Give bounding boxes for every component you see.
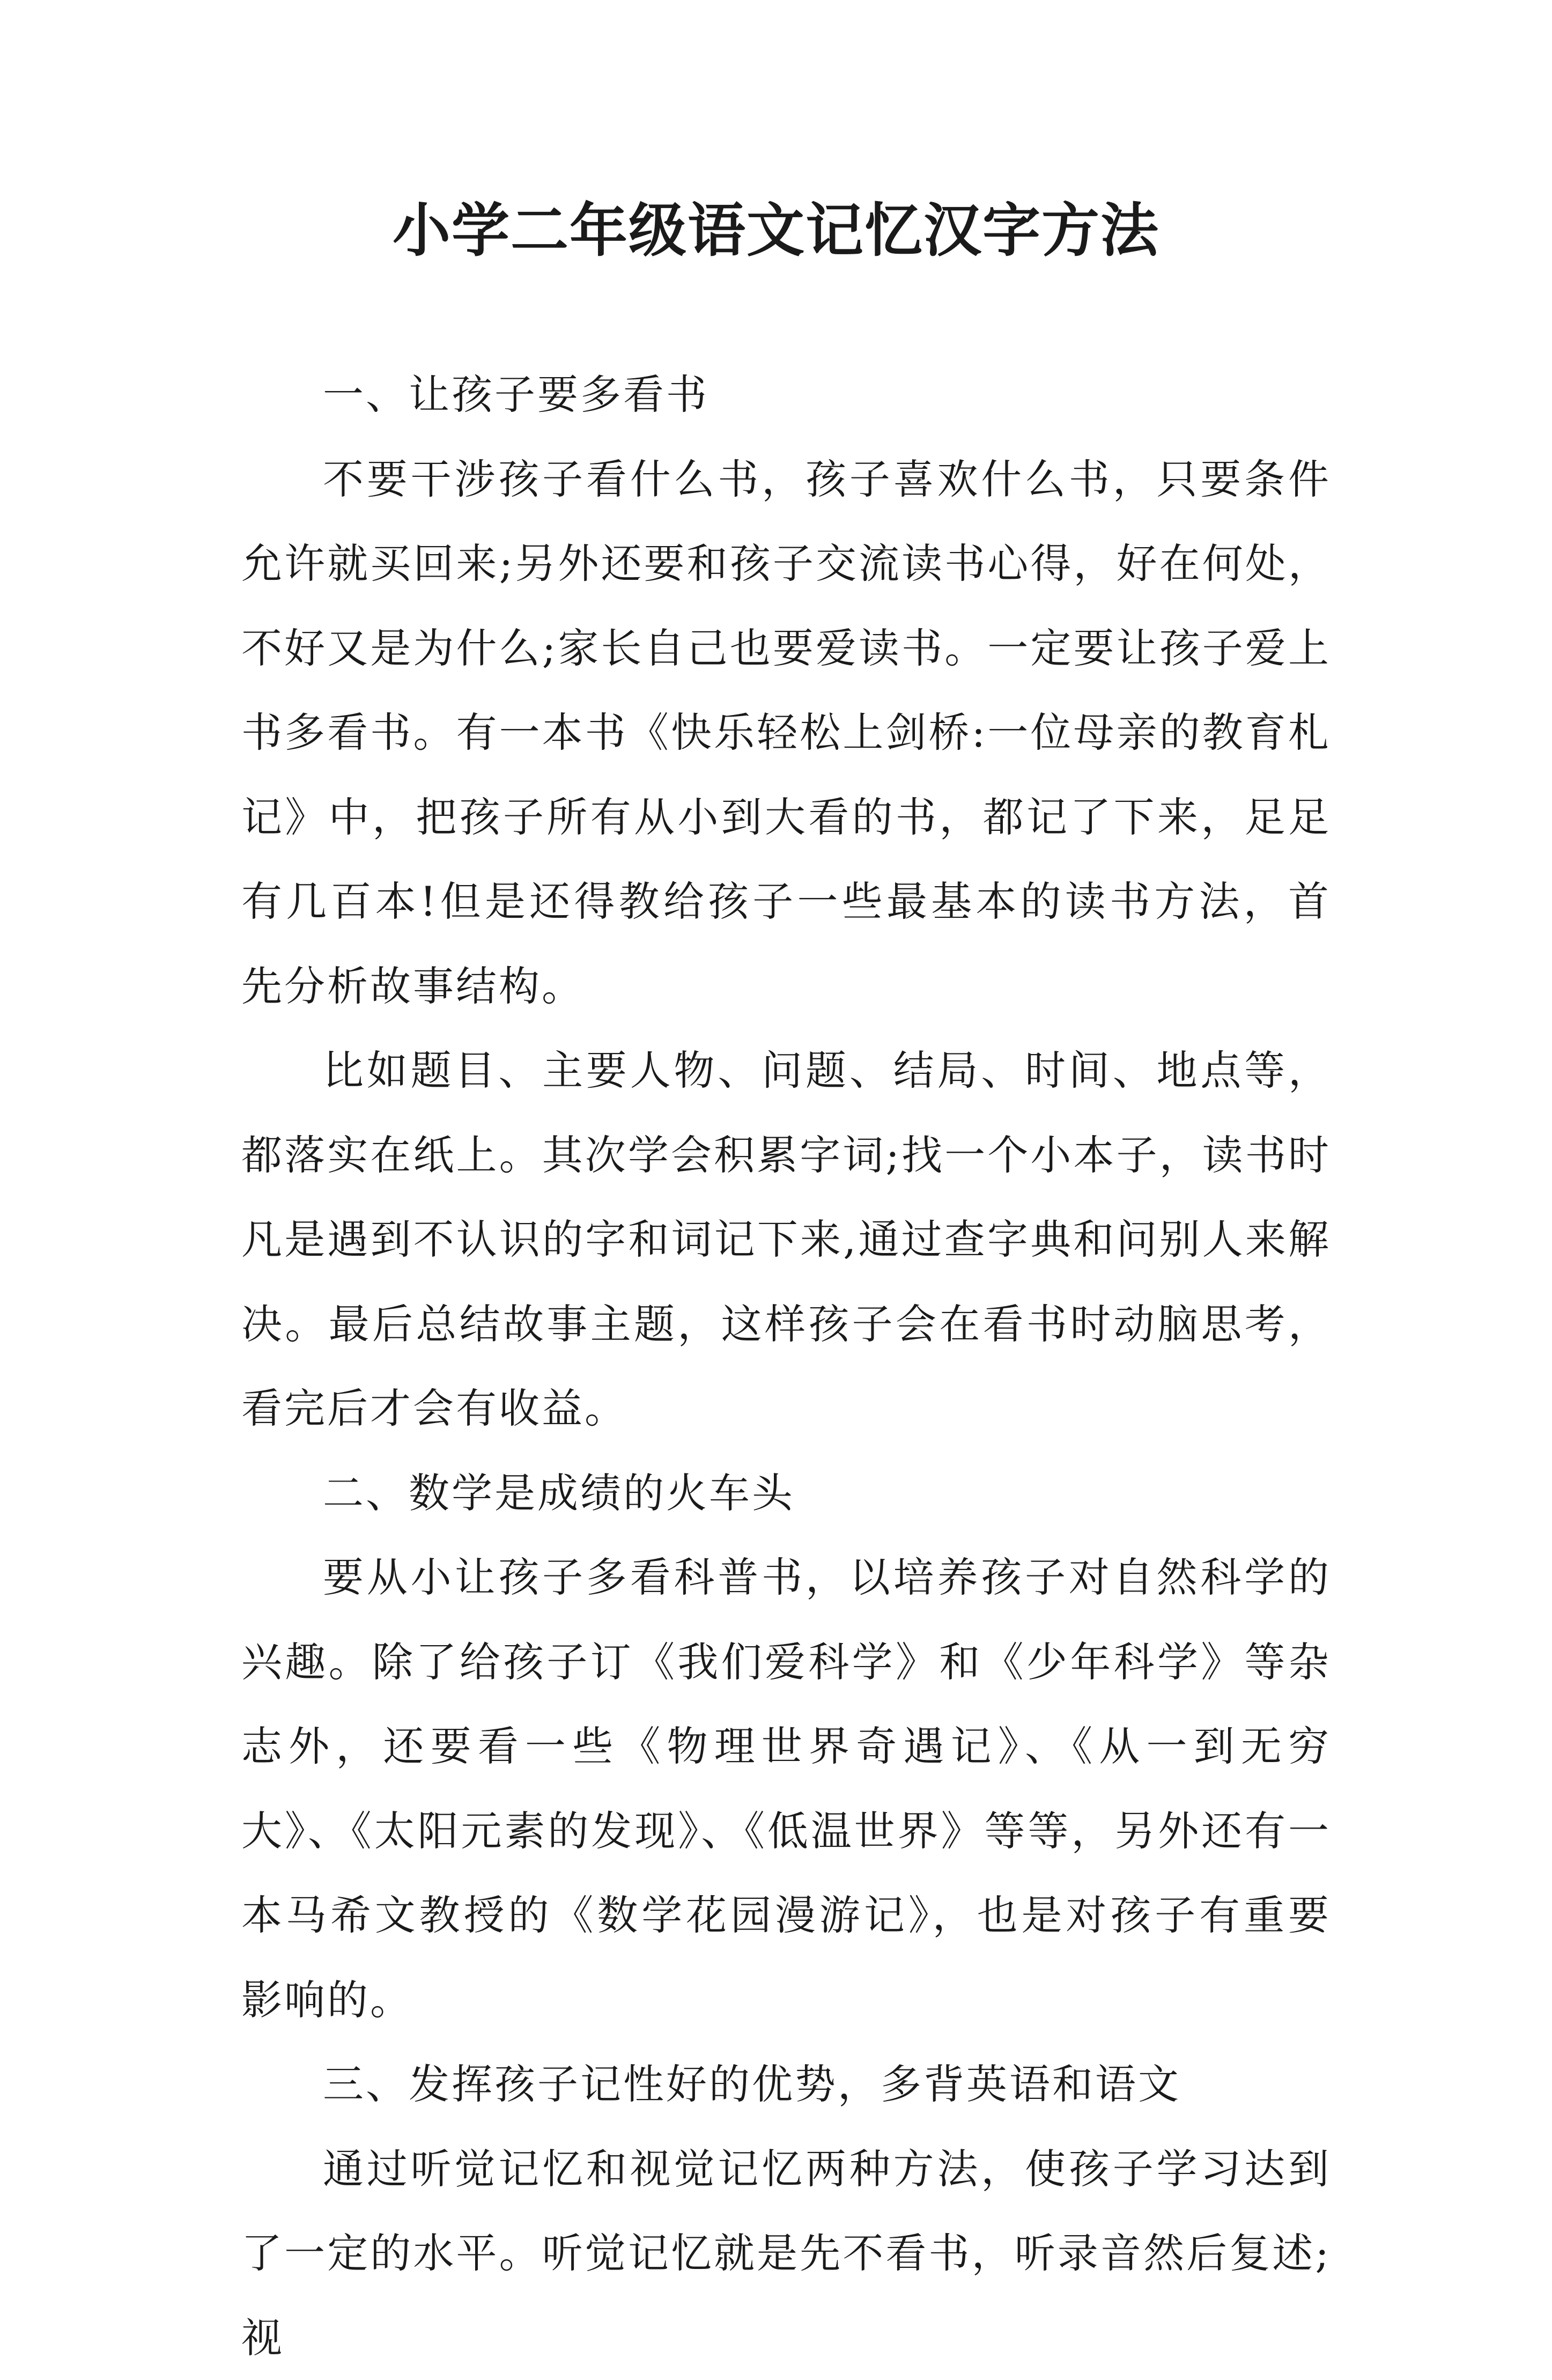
section-heading-1: 一、让孩子要多看书 (241, 352, 1331, 437)
document-title: 小学二年级语文记忆汉字方法 (0, 190, 1552, 271)
paragraph-reading-books: 不要干涉孩子看什么书，孩子喜欢什么书，只要条件允许就买回来;另外还要和孩子交流读书心得，好在何处，不好又是为什么;家长自己也要爱读书。一定要让孩子爱上书多看书。有一本书《快乐轻松上剑桥:一位母亲的教育札记》中，把孩子所有从小到大看的书，都记了下来，足足有几百本!但是还得教给孩子一些最基本的读书方法，首先分析故事结构。 (241, 437, 1331, 1029)
document-body (241, 352, 1331, 2380)
section-heading-3: 三、发挥孩子记性好的优势，多背英语和语文 (241, 2042, 1331, 2127)
section-heading-2: 二、数学是成绩的火车头 (241, 1451, 1331, 1536)
paragraph-reading-method: 比如题目、主要人物、问题、结局、时间、地点等，都落实在纸上。其次学会积累字词;找一个小本子，读书时凡是遇到不认识的字和词记下来,通过查字典和问别人来解决。最后总结故事主题，这样孩子会在看书时动脑思考，看完后才会有收益。 (241, 1028, 1331, 1451)
paragraph-memory-methods: 通过听觉记忆和视觉记忆两种方法，使孩子学习达到了一定的水平。听觉记忆就是先不看书，听录音然后复述;视 (241, 2127, 1331, 2380)
paragraph-science-books: 要从小让孩子多看科普书，以培养孩子对自然科学的兴趣。除了给孩子订《我们爱科学》和《少年科学》等杂志外，还要看一些《物理世界奇遇记》、《从一到无穷大》、《太阳元素的发现》、《低温世界》等等，另外还有一本马希文教授的《数学花园漫游记》，也是对孩子有重要影响的。 (241, 1535, 1331, 2042)
